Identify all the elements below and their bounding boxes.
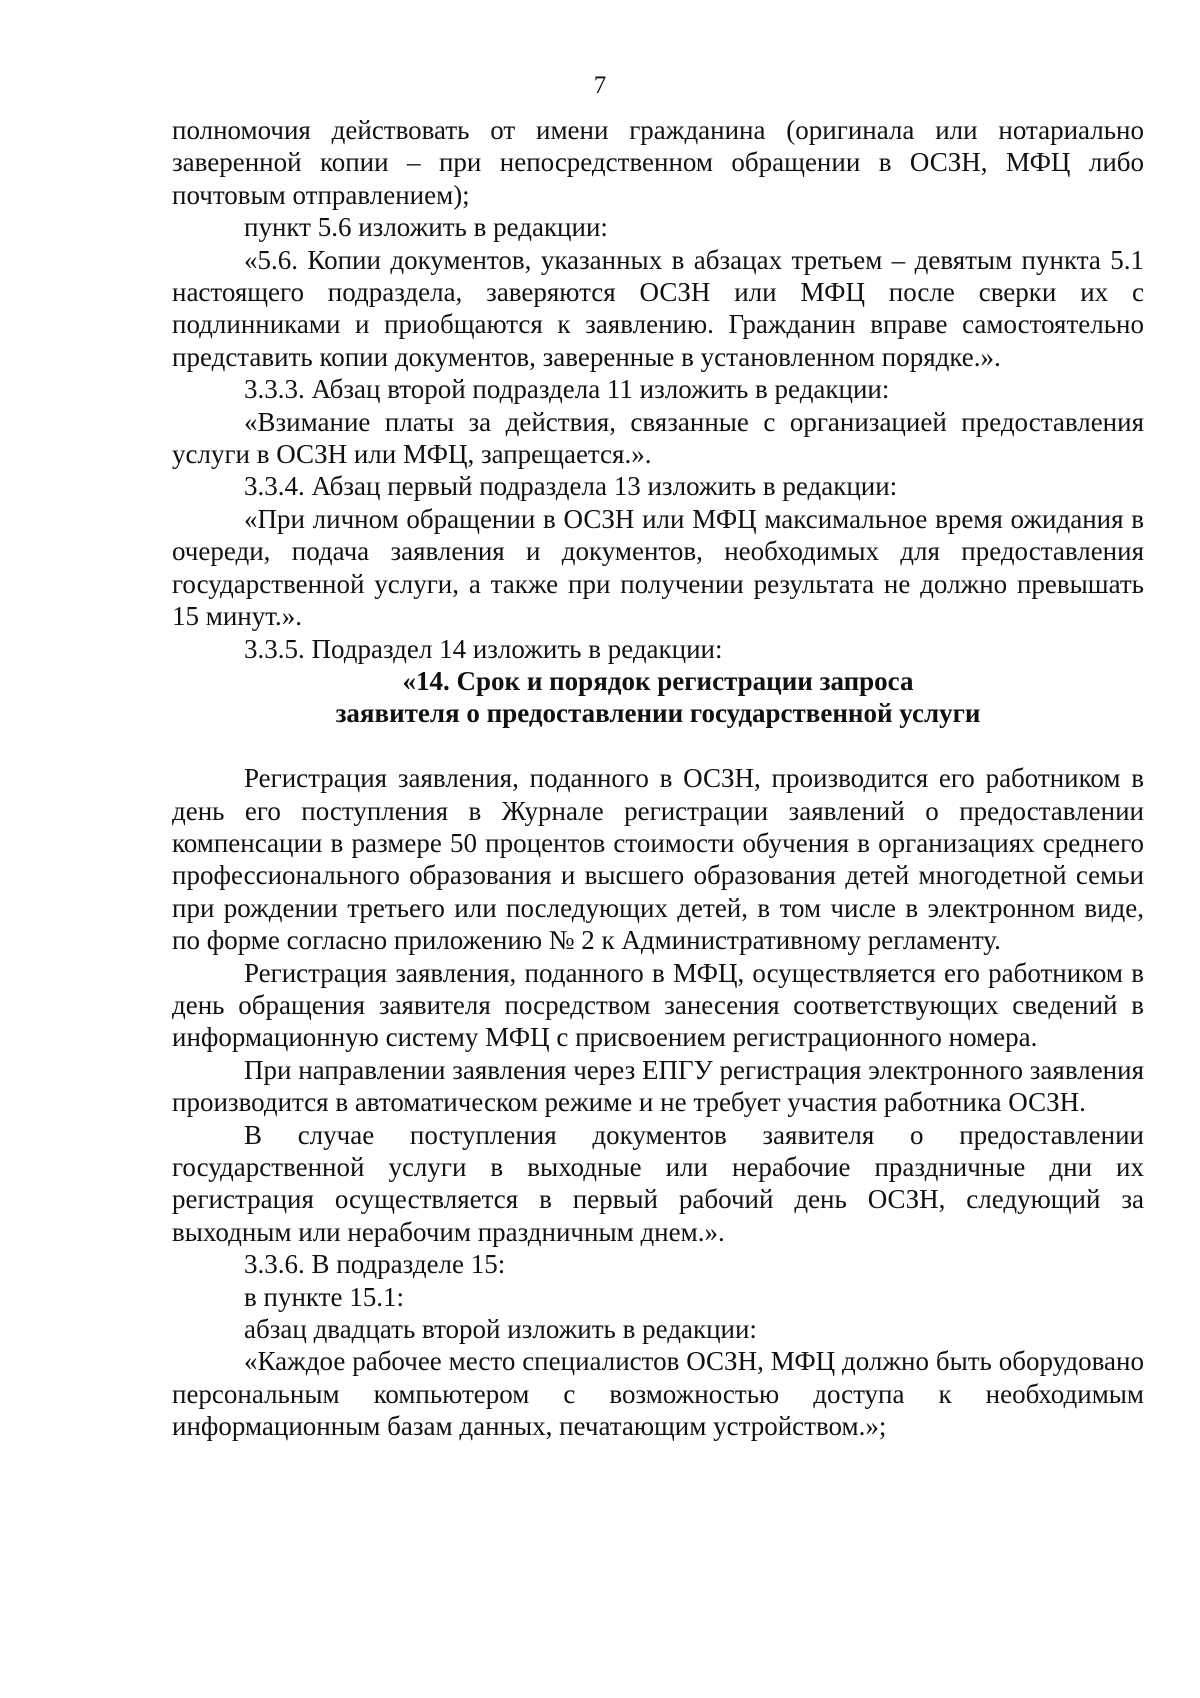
paragraph-3-3-3: 3.3.3. Абзац второй подраздела 11 изложить в редакции: [244, 374, 890, 405]
paragraph-3-3-3-text: «Взимание платы за действия, связанные с организацией предоставления услуги в ОСЗН или МФЦ, запрещается.». [172, 406, 1144, 470]
paragraph-registration-epgu: При направлении заявления через ЕПГУ регистрация электронного заявления производится в автоматическом режиме и не требует участия работника ОСЗН. [172, 1054, 1144, 1118]
paragraph-item-5-6: «5.6. Копии документов, указанных в абзацах третьем – девятым пункта 5.1 настоящего подраздела, заверяются ОСЗН или МФЦ после сверки их с подлинниками и приобщаются к заявлению. Гражданин вправе самостоятельно представить копии документов, заверенные в установленном порядке.». [172, 244, 1144, 372]
paragraph-continuation: полномочия действовать от имени гражданина (оригинала или нотариально заверенной копии – при непосредственном обращении в ОСЗН, МФЦ либо почтовым отправлением); [172, 115, 1144, 210]
paragraph-3-3-6: 3.3.6. В подразделе 15: [244, 1249, 506, 1280]
blank-line [172, 730, 1144, 762]
paragraph-item-15-1: в пункте 15.1: [244, 1281, 404, 1312]
document-body [172, 114, 1144, 1443]
section-heading-line-1: «14. Срок и порядок регистрации запроса [402, 665, 914, 696]
paragraph-registration-holidays: В случае поступления документов заявителя о предоставлении государственной услуги в выходные или нерабочие праздничные дни их регистрация осуществляется в первый рабочий день ОСЗН, следующий за выходным или нерабочим праздничным днем.». [172, 1119, 1144, 1247]
paragraph-3-3-4: 3.3.4. Абзац первый подраздела 13 изложить в редакции: [244, 471, 898, 502]
paragraph-registration-mfc: Регистрация заявления, поданного в МФЦ, осуществляется его работником в день обращения заявителя посредством занесения соответствующих сведений в информационную систему МФЦ с присвоением регистрационного номера. [172, 957, 1144, 1053]
paragraph-abzac-22: абзац двадцать второй изложить в редакции: [244, 1314, 757, 1345]
paragraph-registration-oszn: Регистрация заявления, поданного в ОСЗН, производится его работником в день его поступления в Журнале регистрации заявлений о предоставлении компенсации в размере 50 процентов стоимости обучения в организациях среднего профессионального образования и высшего образования детей многодетной семьи при рождении третьего или последующих детей, в том числе в электронном виде, по форме согласно приложению № 2 к Административному регламенту. [172, 763, 1144, 956]
paragraph-3-3-4-text: «При личном обращении в ОСЗН или МФЦ максимальное время ожидания в очереди, подача заявления и документов, необходимых для предоставления государственной услуги, а также при получении результата не должно превышать 15 минут.». [172, 503, 1144, 632]
paragraph-item-5-6-intro: пункт 5.6 изложить в редакции: [244, 212, 608, 243]
paragraph-workplace: «Каждое рабочее место специалистов ОСЗН, МФЦ должно быть оборудовано персональным компьютером с возможностью доступа к необходимым информационным базам данных, печатающим устройством.»; [172, 1346, 1144, 1442]
paragraph-3-3-5: 3.3.5. Подраздел 14 изложить в редакции: [244, 633, 723, 664]
page-number: 7 [593, 72, 607, 99]
section-heading-line-2: заявителя о предоставлении государственной услуги [335, 698, 981, 729]
